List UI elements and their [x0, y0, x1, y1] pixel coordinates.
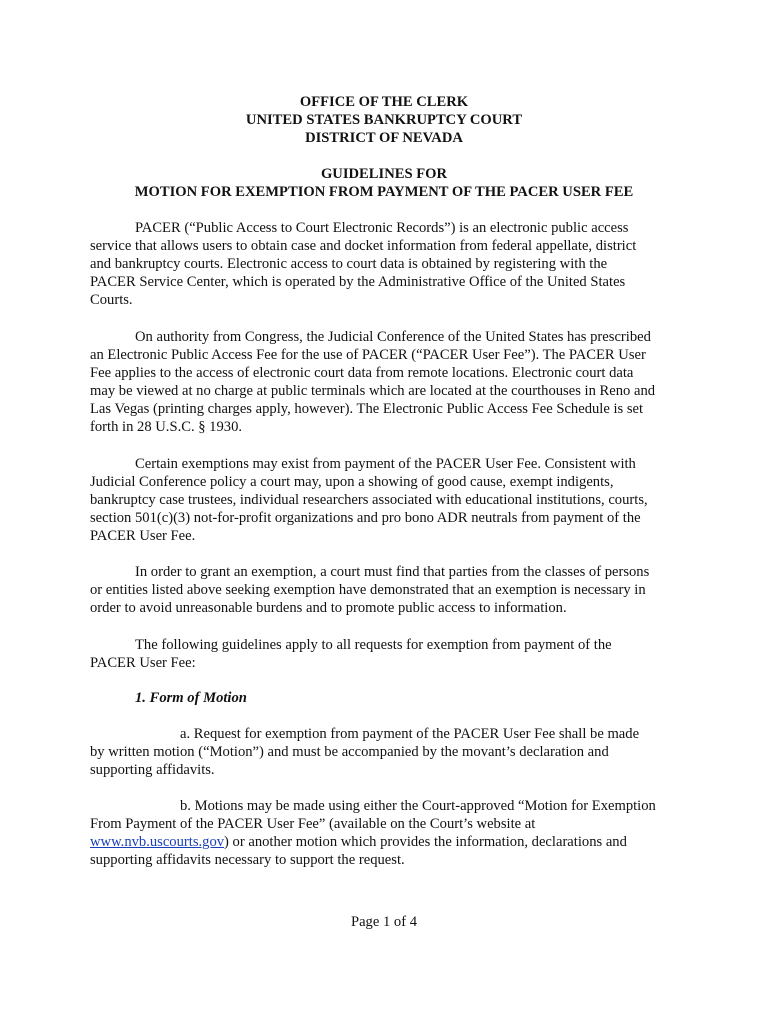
- paragraph-guidelines-intro: [90, 636, 680, 672]
- paragraph-line: [90, 833, 680, 851]
- section-heading-form-of-motion: [90, 689, 680, 707]
- paragraph-line: On authority from Congress, the Judicial Conference of the United States has prescribed: [135, 329, 651, 345]
- paragraph-line: Fee applies to the access of electronic court data from remote locations. Electronic court data: [90, 365, 634, 381]
- paragraph-pacer-intro: [90, 219, 680, 309]
- document-title: [0, 165, 768, 201]
- paragraph-line: service that allows users to obtain case and docket information from federal appellate, district: [90, 238, 637, 254]
- paragraph-line-text: ) or another motion which provides the information, declarations and: [224, 834, 627, 850]
- paragraph-item-b: [90, 797, 680, 869]
- section-heading-text: 1. Form of Motion: [135, 690, 247, 706]
- paragraph-line: supporting affidavits necessary to support the request.: [90, 852, 405, 868]
- header-district: DISTRICT OF NEVADA: [305, 130, 463, 146]
- paragraph-exemptions: [90, 455, 680, 545]
- paragraph-line: PACER User Fee.: [90, 528, 196, 544]
- paragraph-grant-exemption: [90, 563, 680, 617]
- paragraph-line: PACER Service Center, which is operated by the Administrative Office of the United States: [90, 274, 626, 290]
- paragraph-line: supporting affidavits.: [90, 762, 215, 778]
- paragraph-line: by written motion (“Motion”) and must be accompanied by the movant’s declaration and: [90, 744, 609, 760]
- paragraph-item-a: [90, 725, 680, 779]
- paragraph-line: In order to grant an exemption, a court must find that parties from the classes of persons: [135, 564, 650, 580]
- paragraph-line: The following guidelines apply to all requests for exemption from payment of the: [135, 637, 612, 653]
- paragraph-line: bankruptcy case trustees, individual researchers associated with educational institutions, courts,: [90, 492, 648, 508]
- paragraph-line: section 501(c)(3) not-for-profit organizations and pro bono ADR neutrals from payment of the: [90, 510, 641, 526]
- paragraph-line: Las Vegas (printing charges apply, however). The Electronic Public Access Fee Schedule is set: [90, 401, 644, 417]
- paragraph-line: or entities listed above seeking exemption have demonstrated that an exemption is necessary in: [90, 582, 646, 598]
- paragraph-line: Judicial Conference policy a court may, upon a showing of good cause, exempt indigents,: [90, 474, 614, 490]
- court-header: [0, 93, 768, 147]
- court-website-link[interactable]: www.nvb.uscourts.gov: [90, 834, 225, 850]
- paragraph-line: b. Motions may be made using either the Court-approved “Motion for Exemption: [180, 798, 656, 814]
- paragraph-line: forth in 28 U.S.C. § 1930.: [90, 419, 243, 435]
- title-line-2: MOTION FOR EXEMPTION FROM PAYMENT OF THE PACER USER FEE: [134, 184, 634, 200]
- paragraph-line: Certain exemptions may exist from payment of the PACER User Fee. Consistent with: [135, 456, 636, 472]
- paragraph-user-fee: [90, 328, 680, 436]
- paragraph-line: may be viewed at no charge at public terminals which are located at the courthouses in Reno and: [90, 383, 656, 399]
- paragraph-line: Courts.: [90, 292, 133, 308]
- paragraph-line: From Payment of the PACER User Fee” (available on the Court’s website at: [90, 816, 536, 832]
- paragraph-line: order to avoid unreasonable burdens and to promote public access to information.: [90, 600, 567, 616]
- paragraph-line: PACER User Fee:: [90, 655, 196, 671]
- header-office: OFFICE OF THE CLERK: [299, 94, 469, 110]
- paragraph-line: an Electronic Public Access Fee for the use of PACER (“PACER User Fee”). The PACER User: [90, 347, 646, 363]
- paragraph-line: a. Request for exemption from payment of the PACER User Fee shall be made: [180, 726, 640, 742]
- title-line-1: GUIDELINES FOR: [320, 166, 448, 182]
- paragraph-line: and bankruptcy courts. Electronic access to court data is obtained by registering with the: [90, 256, 608, 272]
- page-number: Page 1 of 4: [350, 914, 418, 930]
- paragraph-line: PACER (“Public Access to Court Electronic Records”) is an electronic public access: [135, 220, 629, 236]
- header-court: UNITED STATES BANKRUPTCY COURT: [245, 112, 523, 128]
